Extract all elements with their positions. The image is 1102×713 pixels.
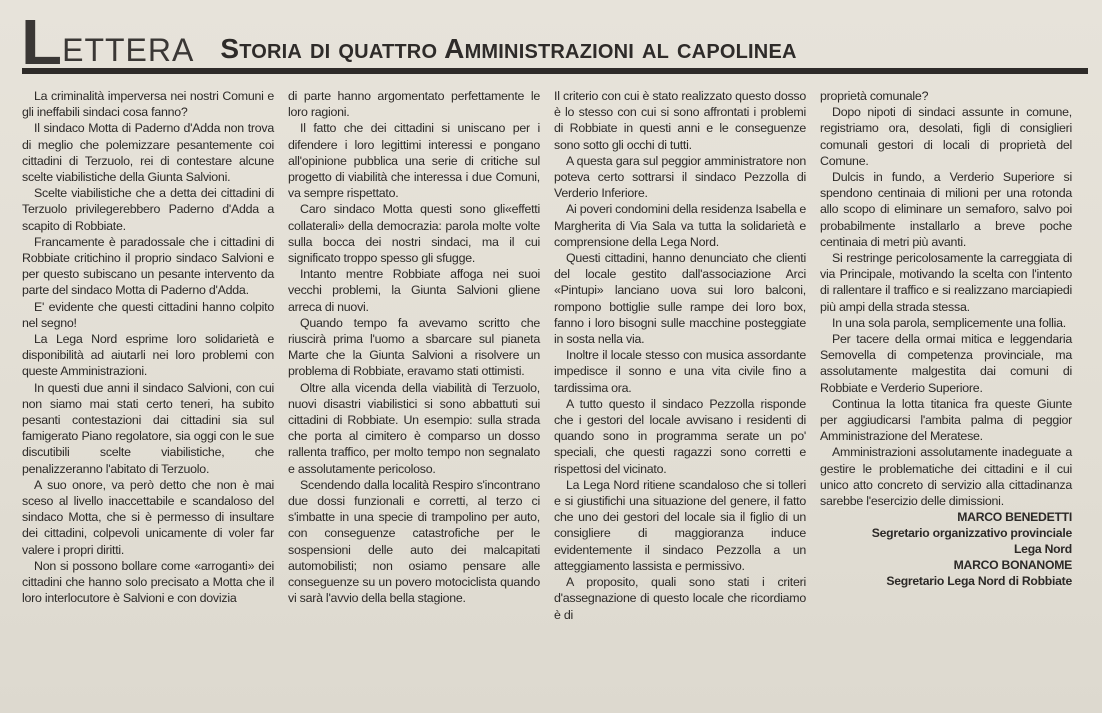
paragraph: Per tacere della ormai mitica e leggendaria Semovella di competenza provinciale, ma assolutamente malgestita dai comuni di Robbiate e Verderio Superiore. [820, 332, 1072, 395]
paragraph: A questa gara sul peggior amministratore non poteva certo sottrarsi il sindaco Pezzolla di Verderio Inferiore. [554, 153, 806, 201]
paragraph: Scendendo dalla località Respiro s'incontrano due dossi funzionali e corretti, al terzo ci s'imbatte in una specie di trampolino per auto, con conseguenze catastrofiche per le sospensioni delle auto dei malcapitati automobilisti; non osiamo pensare alle conseguenze su un povero motociclista quando vi sarà l'avvio della bella stagione. [288, 477, 540, 606]
paragraph: di parte hanno argomentato perfettamente le loro ragioni. [288, 89, 540, 120]
paragraph: In questi due anni il sindaco Salvioni, con cui non siamo mai stati certo teneri, ha subito pesanti contestazioni dai cittadini sia sul famigerato Piano regolatore, sia oggi con le sue discutibili scelte viabilistiche, che penalizzeranno l'abitato di Terzuolo. [22, 380, 274, 476]
text-column-1 [22, 88, 274, 698]
paragraph: Il fatto che dei cittadini si uniscano per i difendere i loro legittimi interessi e pongano all'opinione pubblica una serie di critiche sul progetto di viabilità che interessa i due Comuni, va sempre rispettato. [288, 121, 540, 201]
paragraph: A suo onore, va però detto che non è mai sceso al livello inaccettabile e scandaloso del sindaco Motta, che si è permesso di insultare dei cittadini, colpevoli unicamente di voler far valere i propri diritti. [22, 477, 274, 557]
signature-block [820, 509, 1072, 589]
signature-line: Segretario organizzativo provinciale [871, 526, 1072, 541]
text-column-2 [288, 88, 540, 698]
paragraph: Dopo nipoti di sindaci assunte in comune, registriamo ora, desolati, figli di consiglieri comunali gestori di locali di proprietà del Comune. [820, 105, 1072, 168]
article-headline: Storia di quattro Amministrazioni al capolinea [220, 33, 797, 64]
signature-line: MARCO BENEDETTI [957, 510, 1072, 525]
paragraph: Intanto mentre Robbiate affoga nei suoi vecchi problemi, la Giunta Salvioni gliene arreca di nuovi. [288, 267, 540, 314]
paragraph: Non si possono bollare come «arroganti» dei cittadini che hanno solo precisato a Motta che il loro interlocutore è Salvioni e con dovizia [22, 558, 274, 606]
paragraph: Amministrazioni assolutamente inadeguate a gestire le problematiche dei cittadini e il cui unico atto concreto di servizio alla cittadinanza sarebbe l'esercizio delle dimissioni. [820, 445, 1072, 509]
paragraph: Oltre alla vicenda della viabilità di Terzuolo, nuovi disastri viabilistici si sono abbattuti sui cittadini di Robbiate. Un esempio: sulla strada che porta al cimitero è comparso un dosso rallenta traffico, per molto tempo non segnalato e assolutamente pericoloso. [288, 380, 540, 476]
text-column-3 [554, 88, 806, 698]
article-header [21, 5, 1088, 78]
paragraph: E' evidente che questi cittadini hanno colpito nel segno! [22, 299, 274, 330]
paragraph: Inoltre il locale stesso con musica assordante impedisce il sonno e una vita civile fino a tardissima ora. [554, 348, 806, 395]
paragraph: La Lega Nord ritiene scandaloso che si tolleri e si giustifichi una situazione del genere, il fatto che uno dei gestori del locale sia il figlio di un consigliere di maggioranza induce evidentemente il sindaco Pezzolla a un atteggiamento lassista e permissivo. [554, 477, 806, 573]
paragraph: Scelte viabilistiche che a detta dei cittadini di Terzuolo privilegerebbero Paderno d'Adda a scapito di Robbiate. [22, 186, 274, 233]
text-column-4 [820, 88, 1072, 698]
section-label [21, 5, 195, 78]
paragraph: Dulcis in fundo, a Verderio Superiore si spendono centinaia di milioni per una rotonda allo scopo di eliminare un semaforo, salvo poi probabilmente installarlo a breve poche centinaia di metri più avanti. [820, 170, 1072, 249]
section-label-rest: ETTERA [62, 32, 195, 68]
signature-line: Lega Nord [1013, 542, 1072, 557]
paragraph: proprietà comunale? [820, 89, 929, 103]
paragraph: A proposito, quali sono stati i criteri d'assegnazione di questo locale che ricordiamo è di [554, 575, 806, 622]
paragraph: Si restringe pericolosamente la carreggiata di via Principale, motivando la scelta con l'intento di rallentare il traffico e si realizzano marciapiedi più ampi della strada stessa. [820, 251, 1072, 314]
article-body [22, 88, 1088, 698]
paragraph: Il criterio con cui è stato realizzato questo dosso è lo stesso con cui si sono affrontati i problemi di Robbiate in questi anni e le conseguenze sono sotto gli occhi di tutti. [554, 89, 806, 152]
paragraph: Quando tempo fa avevamo scritto che riuscirà prima l'uomo a sbarcare sul pianeta Marte che la Giunta Salvioni a risolvere un problema di Robbiate, eravamo stati ottimisti. [288, 315, 540, 379]
paragraph: La criminalità imperversa nei nostri Comuni e gli ineffabili sindaci cosa fanno? [22, 89, 274, 120]
paragraph: La Lega Nord esprime loro solidarietà e disponibilità ad aiutarli nei loro problemi con queste Amministrazioni. [22, 332, 274, 379]
paragraph: Caro sindaco Motta questi sono gli«effetti collaterali» della democrazia: parola molte volte sulla bocca dei nostri sindaci, ma il cui significato troppo spesso gli sfugge. [288, 202, 540, 266]
signature-line: Segretario Lega Nord di Robbiate [886, 574, 1072, 589]
paragraph: Continua la lotta titanica fra queste Giunte per aggiudicarsi l'ambita palma di peggior Amministrazione del Meratese. [820, 396, 1072, 444]
paragraph: Questi cittadini, hanno denunciato che clienti del locale gestito dall'associazione Arci «Pintupi» lanciano uova sui loro balconi, rompono bottiglie sulle rampe dei loro box, fanno i loro bisogni sulle macchine posteggiate in sosta nella via. [554, 251, 806, 347]
paragraph: In una sola parola, semplicemente una follia. [832, 315, 1066, 330]
paragraph: A tutto questo il sindaco Pezzolla risponde che i gestori del locale avvisano i residenti di quando sono in programma serate un po' speciali, che questi ragazzi sono corretti e rispettosi del vicinato. [554, 396, 806, 476]
paragraph: Il sindaco Motta di Paderno d'Adda non trova di meglio che polemizzare pesantemente coi cittadini di Terzuolo, rei di contestare alcune scelte viabilistiche della Giunta Salvioni. [22, 121, 274, 185]
section-label-initial: L [21, 5, 63, 78]
paragraph: Francamente è paradossale che i cittadini di Robbiate critichino il proprio sindaco Salvioni e per questo subiscano un pesante intervento da parte del sindaco Motta di Paderno d'Adda. [22, 234, 274, 298]
paragraph: Ai poveri condomini della residenza Isabella e Margherita di Via Sala va tutta la solidarietà e comprensione della Lega Nord. [554, 202, 806, 249]
signature-line: MARCO BONANOME [953, 558, 1072, 573]
